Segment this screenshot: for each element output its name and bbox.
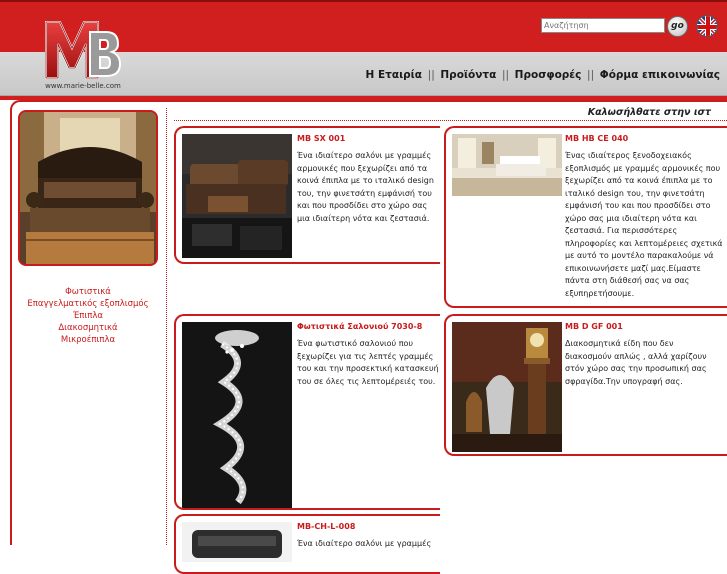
product-description: Ένα ιδιαίτερο σαλόνι με γραμμές <box>297 539 432 548</box>
nav-separator: || <box>587 69 595 81</box>
sidebar-item-lighting[interactable]: Φωτιστικά <box>65 287 111 297</box>
nav-item-products[interactable]: Προϊόντα <box>440 69 497 81</box>
product-title[interactable]: MB SX 001 <box>297 134 346 143</box>
sidebar-item-decoratives[interactable]: Διακοσμητικά <box>58 323 118 333</box>
nav-item-offers[interactable]: Προσφορές <box>514 69 582 81</box>
nav-separator: || <box>427 69 435 81</box>
content-area <box>0 100 727 548</box>
uk-flag-language-icon[interactable] <box>696 15 718 37</box>
nav-item-contact-form[interactable]: Φόρμα επικοινωνίας <box>599 69 720 81</box>
search-input[interactable] <box>541 18 665 33</box>
welcome-marquee-text: Καλωσήλθατε στην ιστ <box>587 107 711 118</box>
main-navigation <box>366 69 720 81</box>
product-image[interactable] <box>182 522 292 562</box>
product-card[interactable] <box>174 126 440 264</box>
sidebar-item-small-furniture[interactable]: Μικροέπιπλα <box>60 335 116 345</box>
product-description: Ένας ιδιαίτερος ξενοδοχειακός εξοπλισμός με γραμμές αρμονικές που ξεχωρίζει από τα κοινά έπιπλα με το ιταλικό design του, την φινετσάτη εμφάνισή του και που προσδίδει στο χώρο σας μια ιδιαίτερη νότα και ζεστασιά. Για περισσότερες πληροφορίες και λεπτομέρειες σχετικά με αυτό το μοντέλο παρακαλούμε νά επικοινωνήσετε μαζί μας.Είμαστε πάντα στη διάθεσή σας να σας εξυπηρετήσουμε. <box>565 151 723 298</box>
product-description: Διακοσμητικά είδη που δεν διακοσμούν απλώς , αλλά χαρίζουν στόν χώρο σας την προσωπική σας σφραγίδα.Την υπογραφή σας. <box>565 339 707 386</box>
nav-separator: || <box>501 69 510 81</box>
product-image[interactable] <box>182 322 292 508</box>
sidebar-bedroom-photo <box>18 110 158 266</box>
site-logo[interactable] <box>40 12 128 92</box>
product-title[interactable]: MB D GF 001 <box>565 322 623 331</box>
nav-item-company[interactable]: Η Εταιρία <box>365 69 422 81</box>
product-title[interactable]: MB-CH-L-008 <box>297 522 356 531</box>
product-card[interactable] <box>174 514 440 574</box>
product-image[interactable] <box>182 134 292 258</box>
welcome-divider <box>174 120 727 121</box>
product-image[interactable] <box>452 322 562 452</box>
sidebar-item-furniture[interactable]: Έπιπλα <box>72 311 104 321</box>
product-image[interactable] <box>452 134 562 196</box>
sidebar-category-menu <box>18 286 158 346</box>
product-description: Ένα φωτιστικό σαλονιού που ξεχωρίζει για τις λεπτές γραμμές του και την προσεκτική κατασκευή του σε όλες τις λεπτομέρειές του. <box>297 339 439 386</box>
product-title[interactable]: Φωτιστικά Σαλονιού 7030-8 <box>297 322 423 331</box>
product-card[interactable] <box>444 126 727 308</box>
product-card[interactable] <box>174 314 440 510</box>
logo-mb-icon <box>40 12 128 84</box>
sidebar-item-professional-equipment[interactable]: Επαγγελματικός εξοπλισμός <box>27 299 149 309</box>
product-title[interactable]: MB HB CE 040 <box>565 134 629 143</box>
sidebar-divider <box>166 108 167 545</box>
product-description: Ένα ιδιαίτερο σαλόνι με γραμμές αρμονικές που ξεχωρίζει από τα κοινά έπιπλα με το ιταλικό design του, την φινετσάτη εμφάνισή του και που προσδίδει στο χώρο σας μια ιδιαίτερη νότα και ζεστασιά. <box>297 151 434 223</box>
search-go-button[interactable]: go <box>667 16 688 37</box>
logo-url-text: www.marie-belle.com <box>45 82 121 90</box>
product-card[interactable] <box>444 314 727 456</box>
